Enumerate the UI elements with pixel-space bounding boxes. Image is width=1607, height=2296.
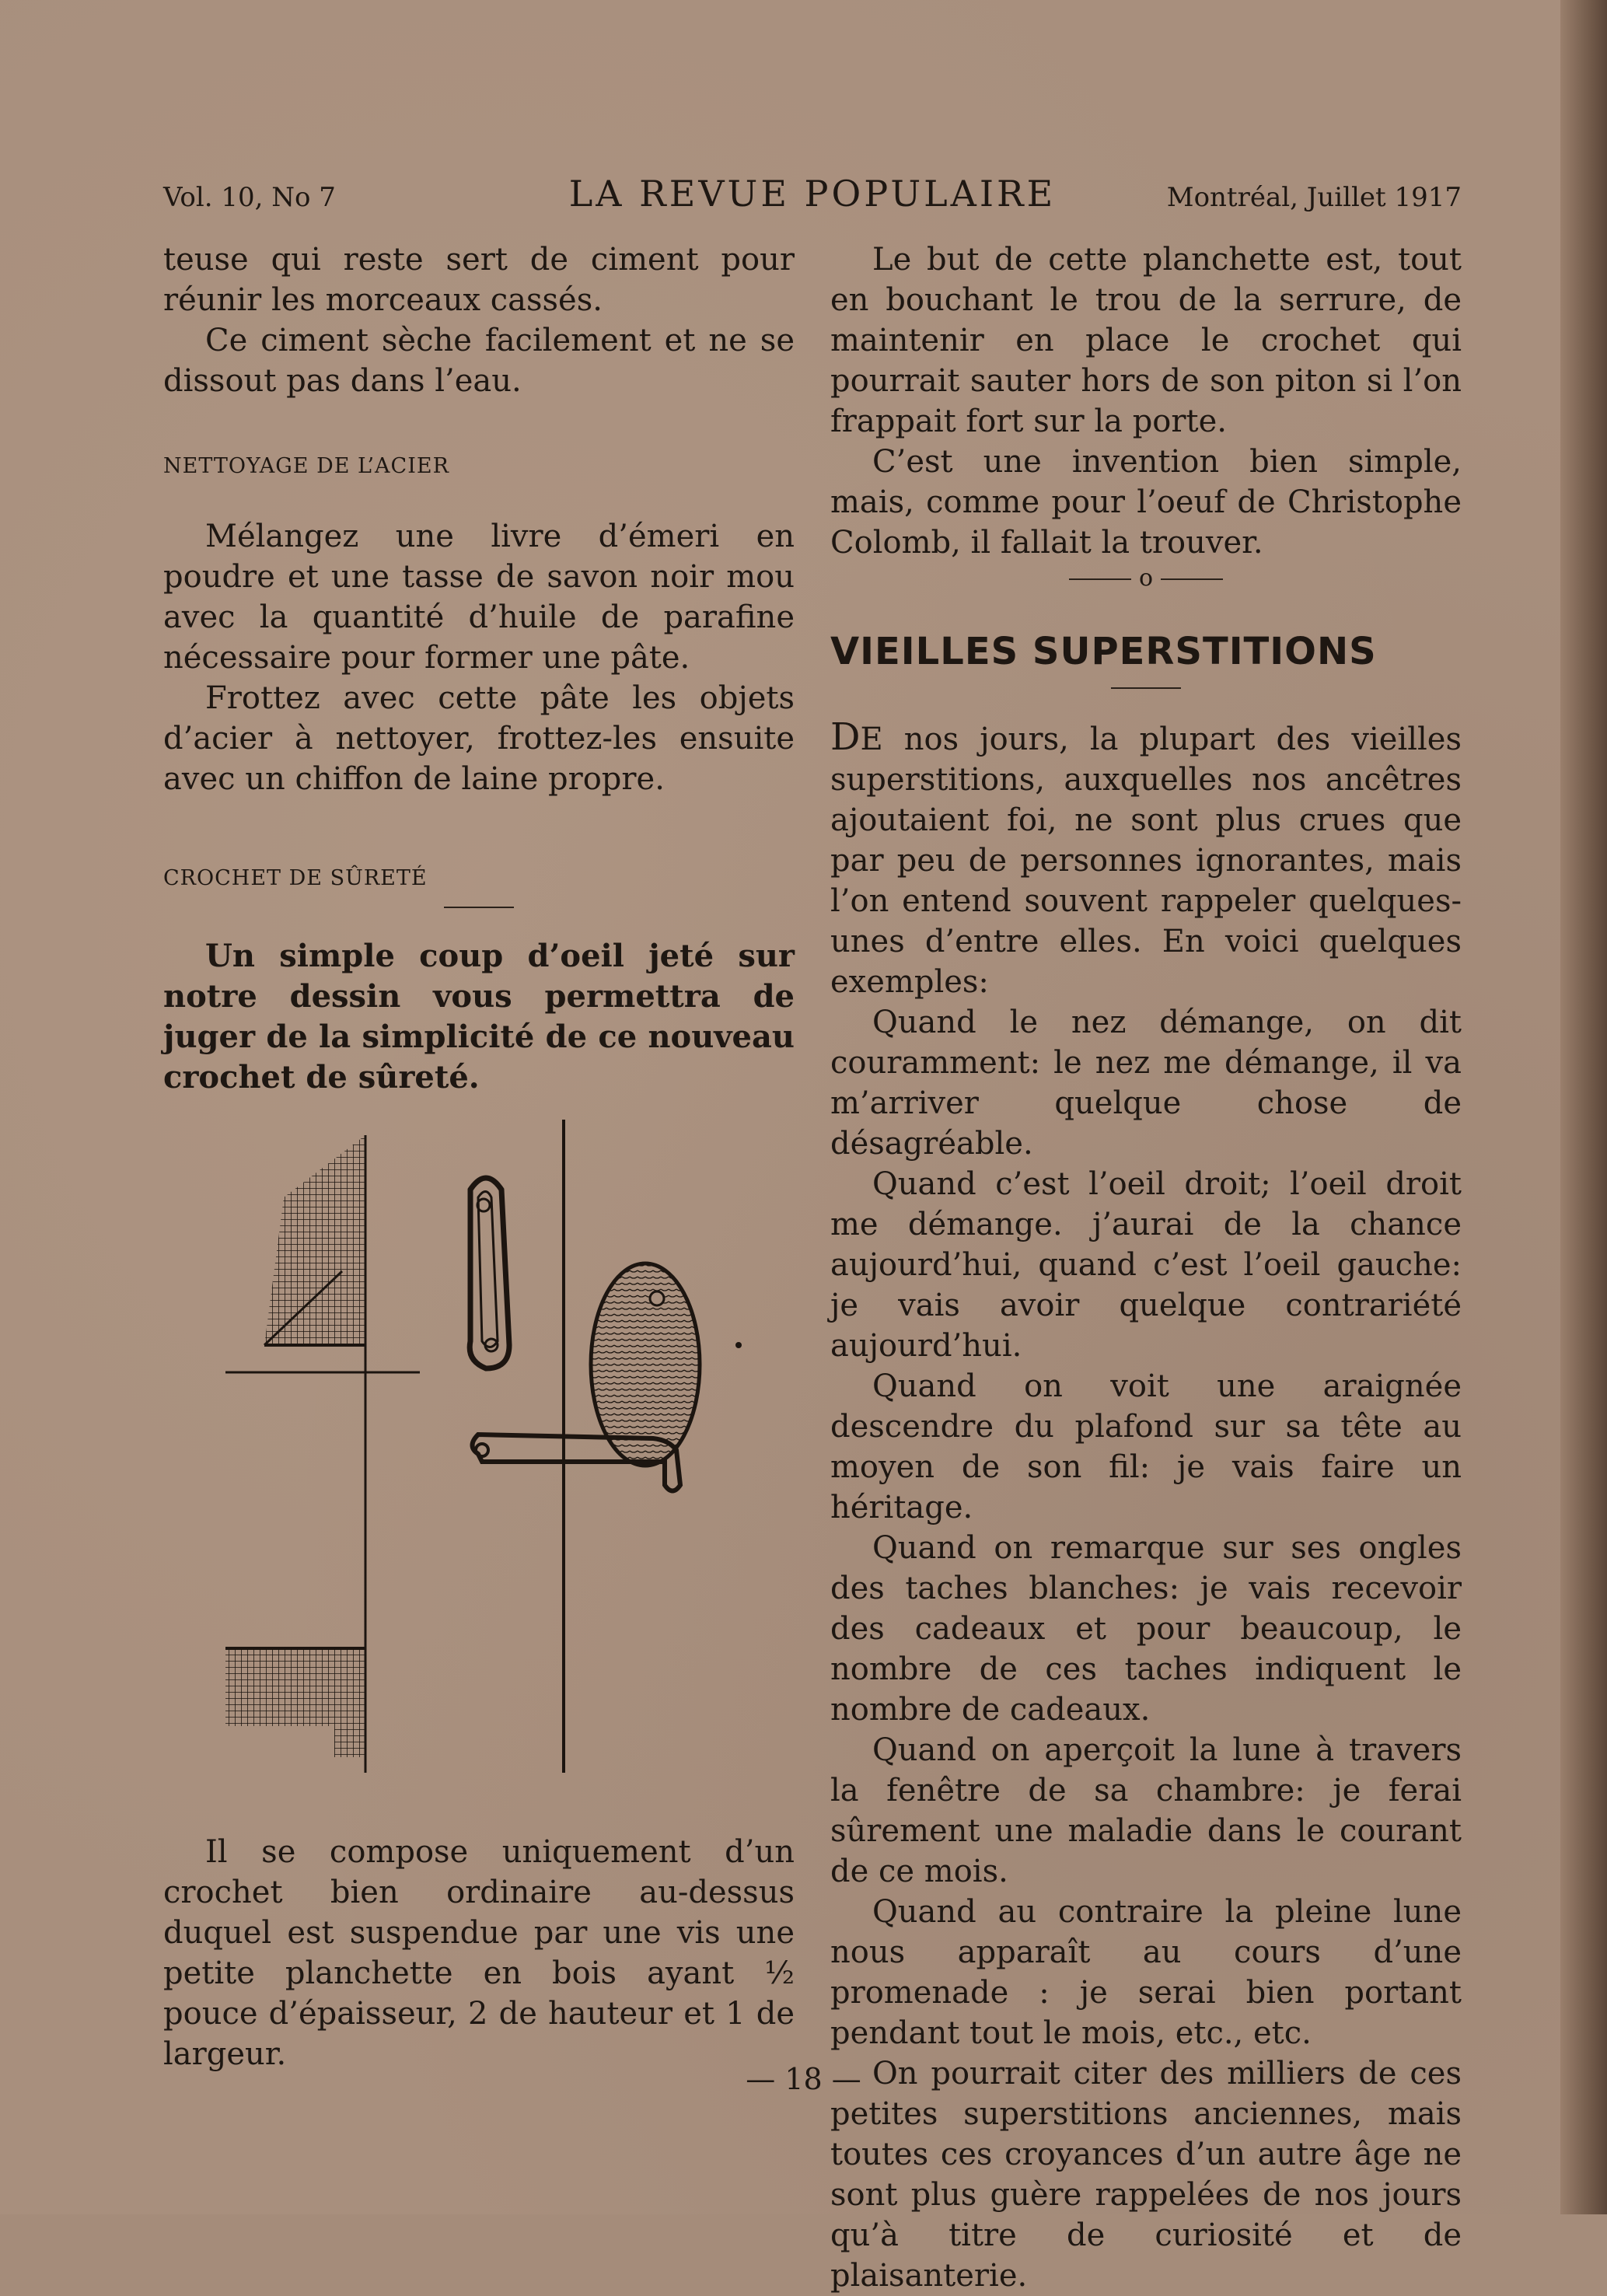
speck [735,1342,742,1348]
page-number: — 18 — [746,2062,861,2096]
issue-date: Montréal, Juillet 1917 [1166,182,1462,213]
paragraph: C’est une invention bien simple, mais, comme pour l’oeuf de Christophe Colomb, il fallait la trouver. [830,444,1462,561]
volume-number: Vol. 10, No 7 [163,182,336,213]
paragraph: Quand on voit une araignée descendre du plafond sur sa tête au moyen de son fil: je vais faire un héritage. [830,1368,1462,1525]
left-column-bottom [163,1832,795,2074]
paragraph: Quand on remarque sur ses ongles des taches blanches: je vais recevoir des cadeaux et pour beaucoup, le nombre de ces taches indiquent le nombre de cadeaux. [830,1530,1462,1728]
door-frame-lower [225,1648,365,1757]
door-frame-upper [264,1135,365,1345]
paragraph-text: E nos jours, la plupart des vieilles superstitions, auxquelles nos ancêtres ajoutaient foi, ne sont plus crues que par peu de personnes ignorantes, mais l’on entend souvent rappeler quelques-unes d’entre elles. En voici quelques exemples: [830,722,1462,1000]
hook-drawing [210,1120,770,1773]
planchette-screw [650,1291,664,1305]
separator-mark: o [1138,564,1154,592]
paragraph: Quand le nez démange, on dit couramment: le nez me démange, il va m’arriver quelque chose de désagréable. [830,1005,1462,1162]
paragraph-with-dropcap [830,717,1462,1002]
magazine-title: LA REVUE POPULAIRE [568,173,1057,215]
paragraph: teuse qui reste sert de ciment pour réunir les morceaux cassés. [163,242,795,318]
paragraph: Il se compose uniquement d’un crochet bien ordinaire au-dessus duquel est suspendue par une vis une petite planchette en bois ayant ½ pouce d’épaisseur, 2 de hauteur et 1 de largeur. [163,1834,795,2072]
paragraph: Quand on aperçoit la lune à travers la fenêtre de sa chambre: je ferai sûrement une maladie dans le courant de ce mois. [830,1732,1462,1889]
drop-cap: D [830,715,861,759]
safety-hook-illustration [210,1120,770,1773]
page-edge [1560,0,1607,2214]
separator-line [1069,578,1131,580]
separator-line [1161,578,1223,580]
paragraph: Quand au contraire la pleine lune nous apparaît au cours d’une promenade : je serai bien portant pendant tout le mois, etc., etc. [830,1894,1462,2051]
running-header [163,173,1462,219]
paragraph: Frottez avec cette pâte les objets d’acier à nettoyer, frottez-les ensuite avec un chiffon de laine propre. [163,680,795,797]
paragraph: Le but de cette planchette est, tout en bouchant le trou de la serrure, de maintenir en place le crochet qui pourrait sauter hors de son piton si l’on frappait fort sur la porte. [830,242,1462,439]
left-column [163,239,795,1098]
subheading-crochet: CROCHET DE SÛRETÉ [163,866,428,890]
intro-paragraph: Un simple coup d’oeil jeté sur notre dessin vous permettra de juger de la simplicité de ce nouveau crochet de sûreté. [163,938,795,1096]
hook-eye [476,1444,488,1456]
paragraph: Ce ciment sèche facilement et ne se dissout pas dans l’eau. [163,323,795,399]
paragraph: Mélangez une livre d’émeri en poudre et une tasse de savon noir mou avec la quantité d’huile de parafine nécessaire pour former une pâte. [163,519,795,676]
subheading-acier: NETTOYAGE DE L’ACIER [163,454,449,478]
section-separator [830,563,1462,594]
right-column [830,239,1462,2296]
section-title: VIEILLES SUPERSTITIONS [830,630,1377,673]
staple-inner [478,1192,498,1347]
wooden-planchette [591,1263,700,1466]
paragraph: On pourrait citer des milliers de ces petites superstitions anciennes, mais toutes ces croyances d’un autre âge ne sont plus guère rappelées de nos jours qu’à titre de curiosité et de plaisanterie. [830,2056,1462,2294]
paragraph: Quand c’est l’oeil droit; l’oeil droit me démange. j’aurai de la chance aujourd’hui, quand c’est l’oeil gauche: je vais avoir quelque contrariété aujourd’hui. [830,1166,1462,1364]
